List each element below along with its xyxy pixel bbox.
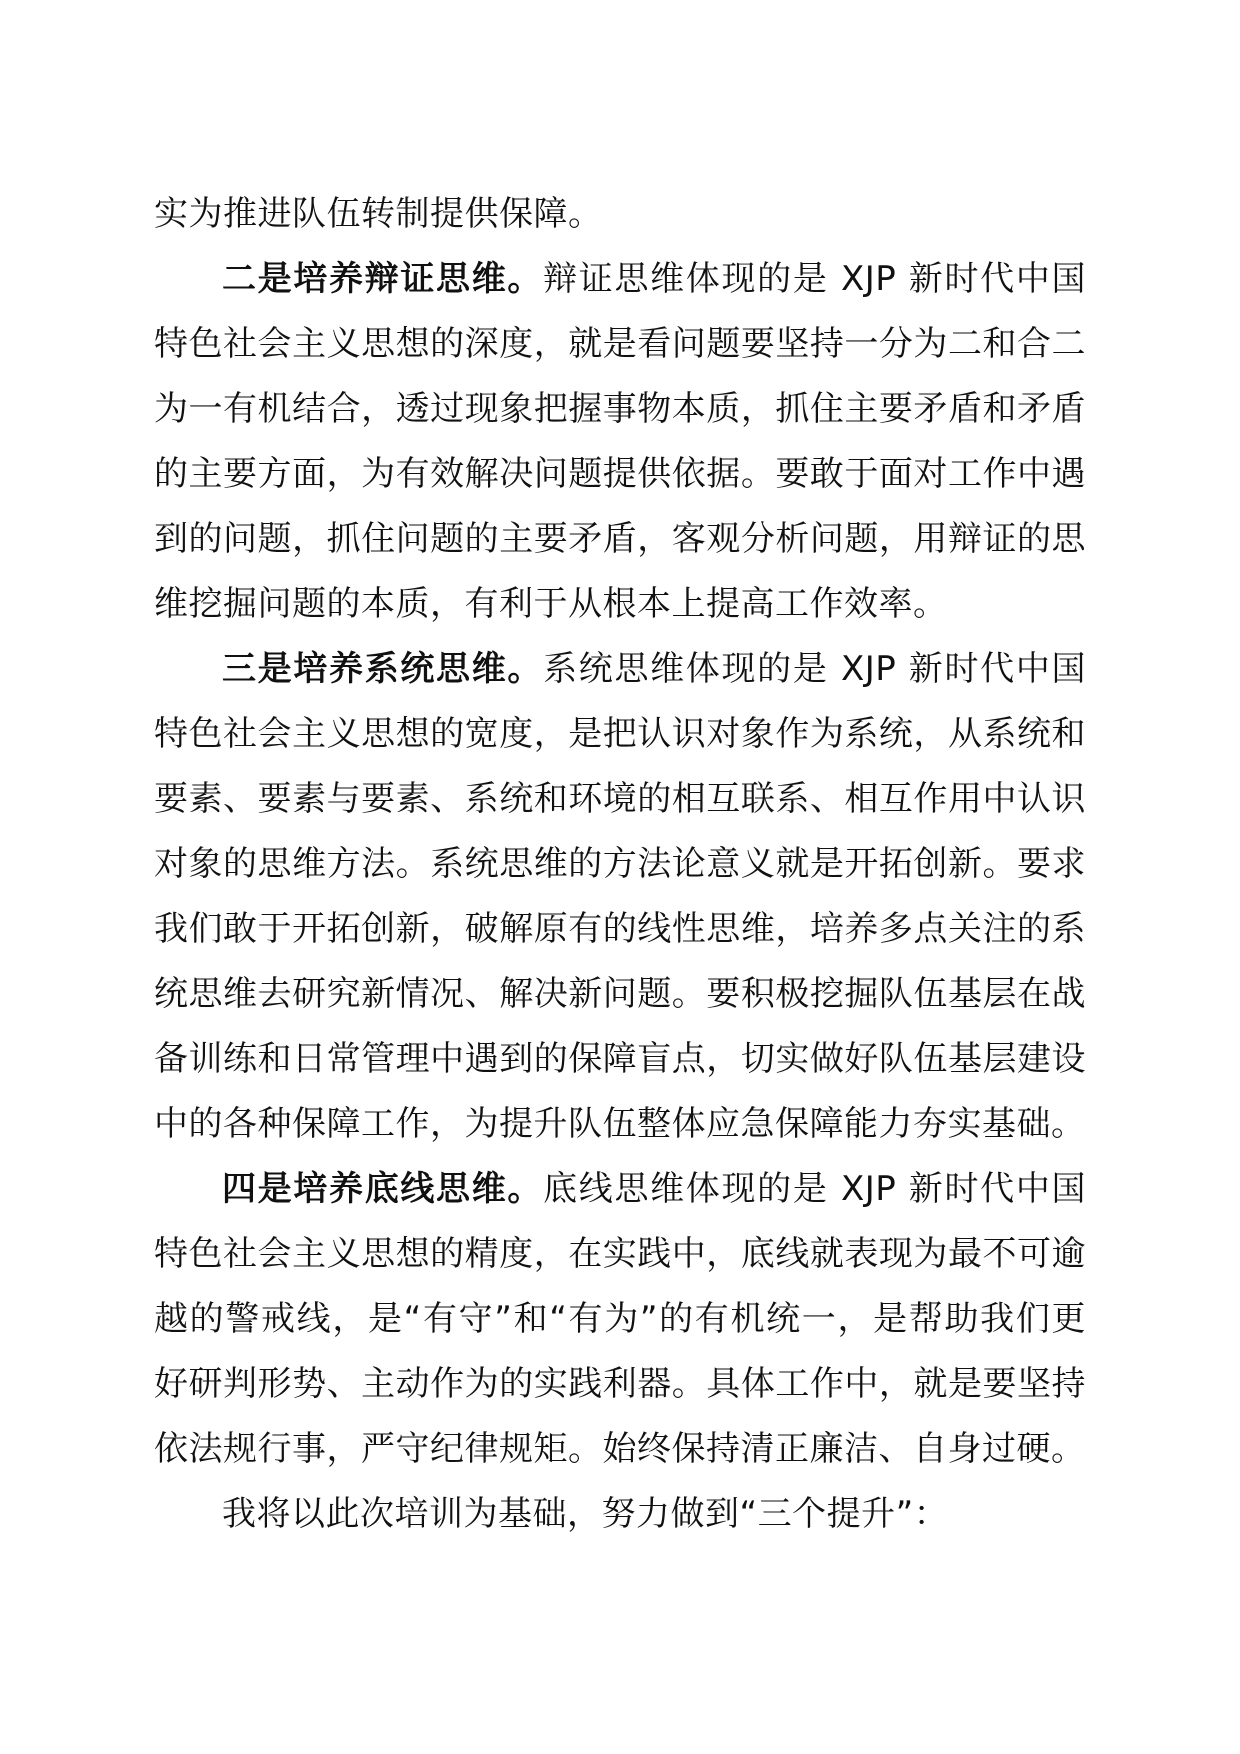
paragraph-systems-thinking (154, 637, 1086, 1157)
document-body (154, 182, 1086, 1547)
paragraph-three-improvements (154, 1482, 1086, 1547)
paragraph-text: 辩证思维体现的是 XJP 新时代中国特色社会主义思想的深度，就是看问题要坚持一分为二和合二为一有机结合，透过现象把握事物本质，抓住主要矛盾和矛盾的主要方面，为有效解决问题提供依据。要敢于面对工作中遇到的问题，抓住问题的主要矛盾，客观分析问题，用辩证的思维挖掘问题的本质，有利于从根本上提高工作效率。 (154, 259, 1087, 624)
paragraph-heading: 四是培养底线思维。 (222, 1169, 544, 1209)
paragraph-text: 实为推进队伍转制提供保障。 (154, 194, 603, 234)
paragraph-text: 我将以此次培训为基础，努力做到“三个提升”： (222, 1494, 949, 1534)
paragraph-text: 系统思维体现的是 XJP 新时代中国特色社会主义思想的宽度，是把认识对象作为系统，从系统和要素、要素与要素、系统和环境的相互联系、相互作用中认识对象的思维方法。系统思维的方法论意义就是开拓创新。要求我们敢于开拓创新，破解原有的线性思维，培养多点关注的系统思维去研究新情况、解决新问题。要积极挖掘队伍基层在战备训练和日常管理中遇到的保障盲点，切实做好队伍基层建设中的各种保障工作，为提升队伍整体应急保障能力夯实基础。 (154, 649, 1087, 1144)
paragraph-bottom-line-thinking (154, 1157, 1086, 1482)
paragraph-dialectical-thinking (154, 247, 1086, 637)
paragraph-continuation (154, 182, 1086, 247)
paragraph-text: 底线思维体现的是 XJP 新时代中国特色社会主义思想的精度，在实践中，底线就表现为最不可逾越的警戒线，是“有守”和“有为”的有机统一，是帮助我们更好研判形势、主动作为的实践利器。具体工作中，就是要坚持依法规行事，严守纪律规矩。始终保持清正廉洁、自身过硬。 (154, 1169, 1087, 1469)
paragraph-heading: 三是培养系统思维。 (222, 649, 544, 689)
paragraph-heading: 二是培养辩证思维。 (222, 259, 544, 299)
